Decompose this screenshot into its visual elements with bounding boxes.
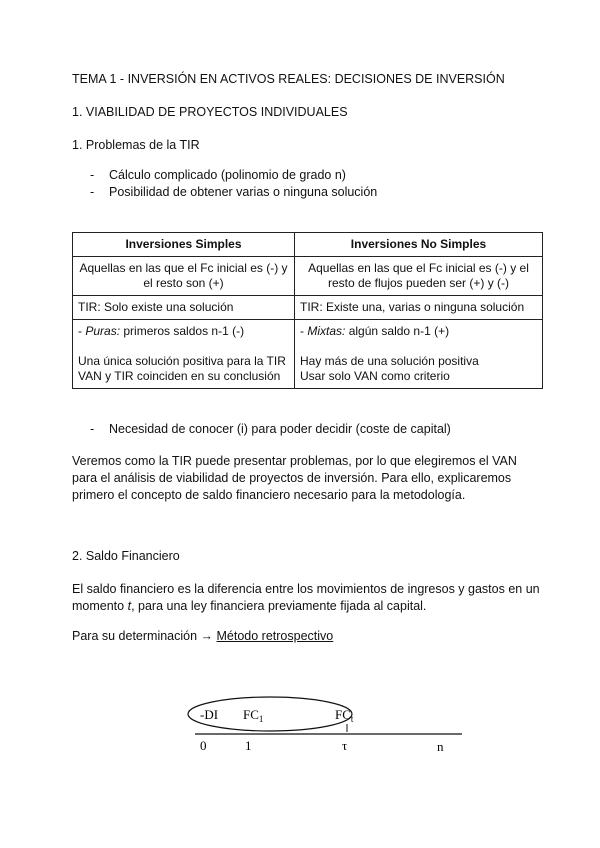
method-line [72, 629, 333, 643]
table-cell: TIR: Solo existe una solución [73, 296, 295, 320]
paragraph-text: El saldo financiero es la diferencia entre los movimientos de ingresos y gastos en un momento [72, 582, 540, 613]
cash-flow-diagram [0, 690, 600, 760]
cell-dash: - [78, 324, 82, 338]
bullet-text: Posibilidad de obtener varias o ninguna solución [109, 185, 378, 199]
table-header-row [73, 233, 543, 257]
cell-italic-label: Mixtas: [307, 324, 346, 338]
bullet-dash: - [90, 168, 95, 182]
table-row [73, 320, 543, 389]
body-paragraph: Veremos como la TIR puede presentar problemas, por lo que elegiremos el VAN para el análisis de viabilidad de proyectos de inversión. Para ello, explicaremos primero el concepto de saldo financiero necesario para la metodología. [72, 454, 517, 502]
label-fct-sub: t [350, 714, 354, 724]
label-fct-main: FC [335, 707, 351, 722]
bullet-dash: - [90, 185, 95, 199]
table-cell [73, 320, 295, 389]
document-title: TEMA 1 - INVERSIÓN EN ACTIVOS REALES: DECISIONES DE INVERSIÓN [72, 72, 505, 86]
section-1-heading: 1. VIABILIDAD DE PROYECTOS INDIVIDUALES [72, 105, 348, 119]
table-row [73, 296, 543, 320]
cell-line: Usar solo VAN como criterio [300, 369, 450, 383]
table-cell: Aquellas en las que el Fc inicial es (-) y el resto de flujos pueden ser (+) y (-) [295, 257, 543, 296]
label-di: -DI [200, 707, 219, 722]
table-cell [295, 320, 543, 389]
cell-text: algún saldo n-1 (+) [345, 324, 450, 338]
label-fc1-sub: 1 [258, 714, 264, 724]
comparison-table [72, 232, 543, 389]
axis-label-n: n [437, 739, 444, 754]
table-header-cell: Inversiones Simples [73, 233, 295, 257]
axis-label-1: 1 [245, 738, 252, 753]
section-2-heading: 2. Saldo Financiero [72, 549, 180, 563]
cell-text: primeros saldos n-1 (-) [120, 324, 245, 338]
label-fc1-main: FC [243, 707, 259, 722]
method-link: Método retrospectivo [216, 629, 334, 643]
method-prefix: Para su determinación → [72, 629, 217, 643]
label-fc1 [243, 707, 263, 724]
body-paragraph [72, 581, 542, 615]
cell-dash: - [300, 324, 304, 338]
bullet-text: Necesidad de conocer (i) para poder decidir (coste de capital) [109, 422, 451, 436]
axis-label-tau: τ [342, 738, 348, 753]
bullet-text: Cálculo complicado (polinomio de grado n) [109, 168, 346, 182]
axis-label-0: 0 [200, 738, 207, 753]
table-cell: TIR: Existe una, varias o ninguna solución [295, 296, 543, 320]
label-fct [335, 707, 354, 724]
cell-line [300, 324, 537, 339]
cell-line [78, 324, 289, 339]
cell-line: Hay más de una solución positiva [300, 354, 479, 368]
table-cell: Aquellas en las que el Fc inicial es (-) y el resto son (+) [73, 257, 295, 296]
bullet-dash: - [90, 422, 95, 436]
paragraph-italic: t [127, 599, 132, 613]
cell-line: VAN y TIR coinciden en su conclusión [78, 369, 281, 383]
table-row [73, 257, 543, 296]
subsection-heading: 1. Problemas de la TIR [72, 138, 200, 152]
cell-line: Una única solución positiva para la TIR [78, 354, 286, 368]
table-header-cell: Inversiones No Simples [295, 233, 543, 257]
paragraph-text: , para una ley financiera previamente fijada al capital. [131, 599, 427, 613]
cell-italic-label: Puras: [85, 324, 121, 338]
